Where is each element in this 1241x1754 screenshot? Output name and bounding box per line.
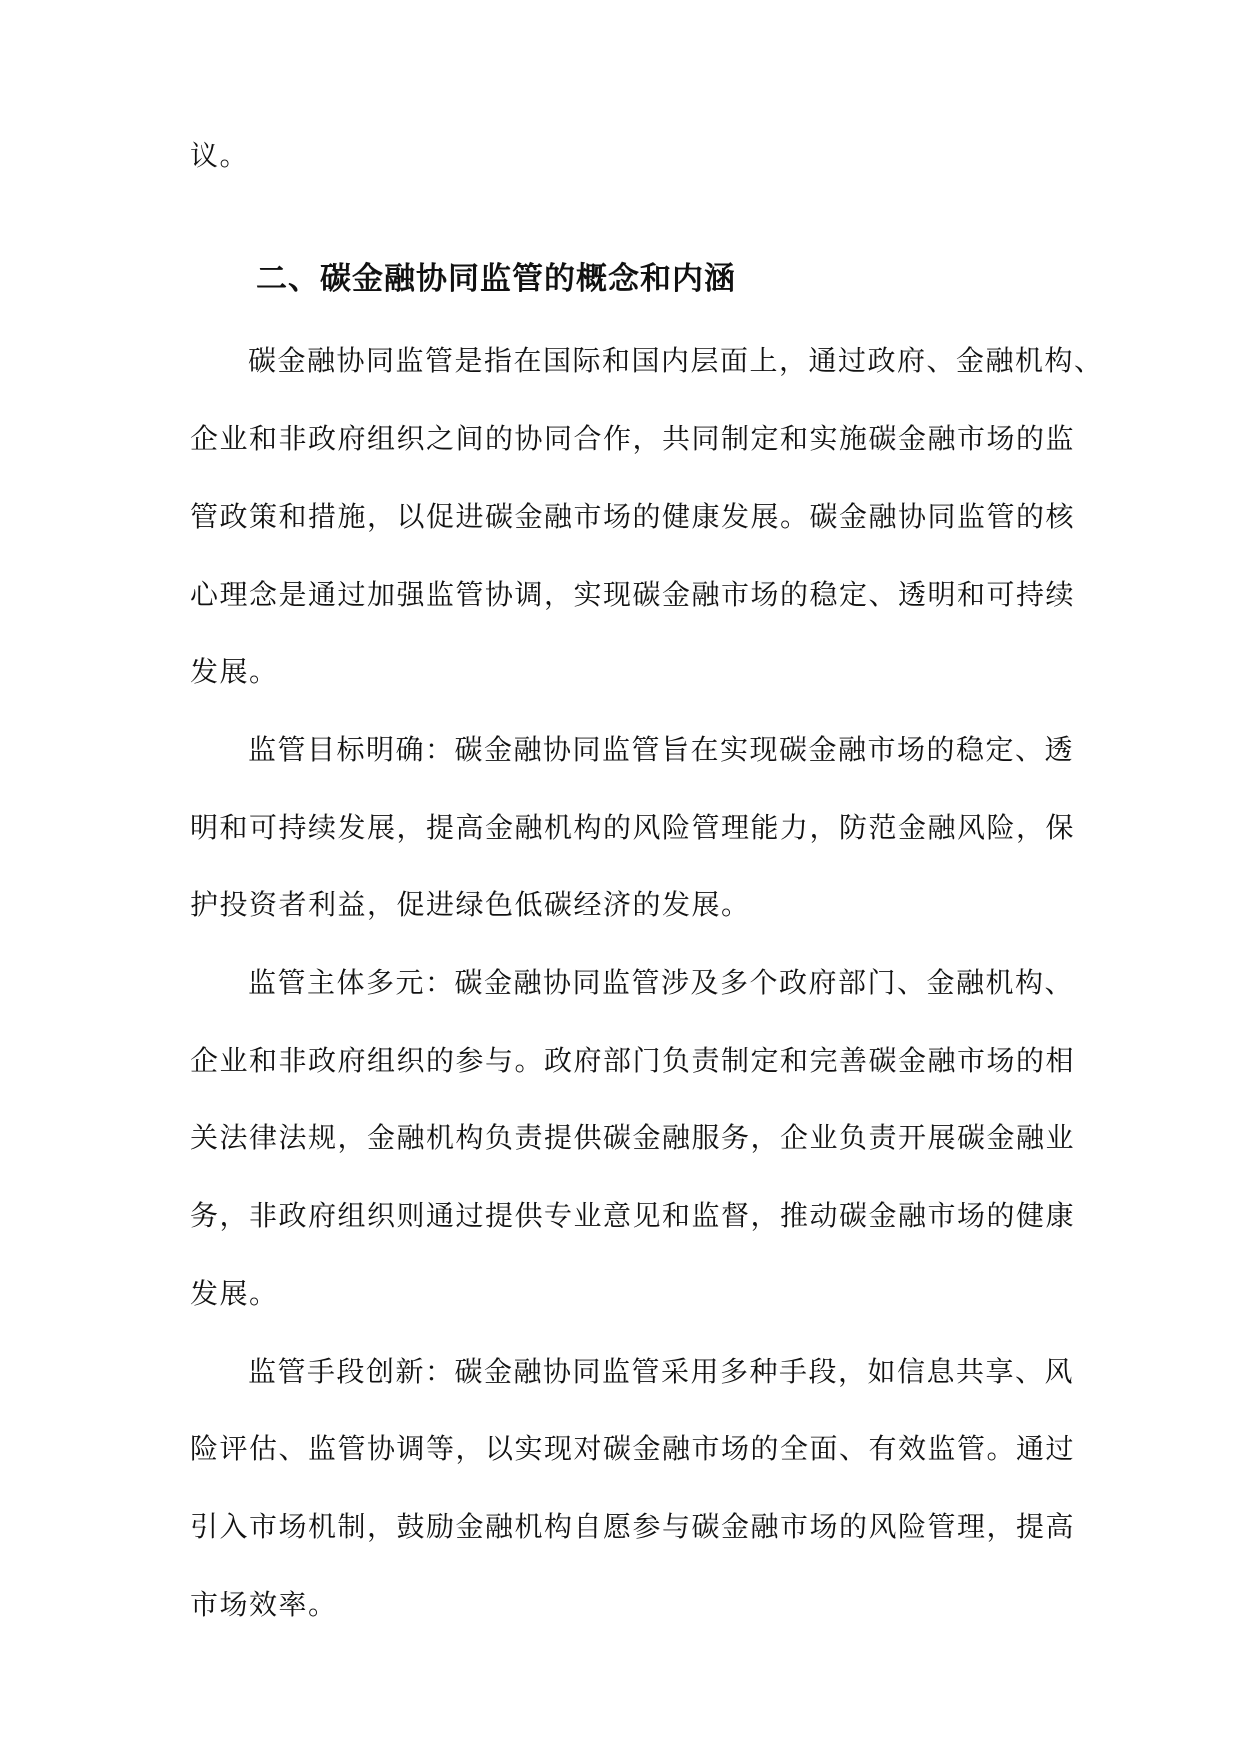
paragraph-1-line-2: 企业和非政府组织之间的协同合作，共同制定和实施碳金融市场的监 bbox=[190, 422, 1076, 455]
paragraph-3-line-4: 务，非政府组织则通过提供专业意见和监督，推动碳金融市场的健康 bbox=[190, 1199, 1076, 1232]
paragraph-1-line-5: 发展。 bbox=[190, 655, 279, 688]
paragraph-4-line-4: 市场效率。 bbox=[190, 1588, 338, 1621]
paragraph-3-line-1: 监管主体多元：碳金融协同监管涉及多个政府部门、金融机构、 bbox=[248, 966, 1075, 999]
paragraph-1-line-3: 管政策和措施，以促进碳金融市场的健康发展。碳金融协同监管的核 bbox=[190, 500, 1076, 533]
paragraph-2-line-2: 明和可持续发展，提高金融机构的风险管理能力，防范金融风险，保 bbox=[190, 811, 1076, 844]
continuation-line: 议。 bbox=[190, 139, 250, 172]
paragraph-2-line-3: 护投资者利益，促进绿色低碳经济的发展。 bbox=[190, 888, 751, 921]
paragraph-4-line-1: 监管手段创新：碳金融协同监管采用多种手段，如信息共享、风 bbox=[248, 1355, 1075, 1388]
section-heading: 二、碳金融协同监管的概念和内涵 bbox=[256, 261, 736, 297]
paragraph-3-line-5: 发展。 bbox=[190, 1277, 279, 1310]
paragraph-2-line-1: 监管目标明确：碳金融协同监管旨在实现碳金融市场的稳定、透 bbox=[248, 733, 1075, 766]
paragraph-1-line-4: 心理念是通过加强监管协调，实现碳金融市场的稳定、透明和可持续 bbox=[190, 578, 1076, 611]
paragraph-3-line-2: 企业和非政府组织的参与。政府部门负责制定和完善碳金融市场的相 bbox=[190, 1044, 1076, 1077]
paragraph-4-line-2: 险评估、监管协调等，以实现对碳金融市场的全面、有效监管。通过 bbox=[190, 1432, 1076, 1465]
paragraph-1-line-1: 碳金融协同监管是指在国际和国内层面上，通过政府、金融机构、 bbox=[248, 344, 1104, 377]
paragraph-3-line-3: 关法律法规，金融机构负责提供碳金融服务，企业负责开展碳金融业 bbox=[190, 1121, 1076, 1154]
paragraph-4-line-3: 引入市场机制，鼓励金融机构自愿参与碳金融市场的风险管理，提高 bbox=[190, 1510, 1076, 1543]
